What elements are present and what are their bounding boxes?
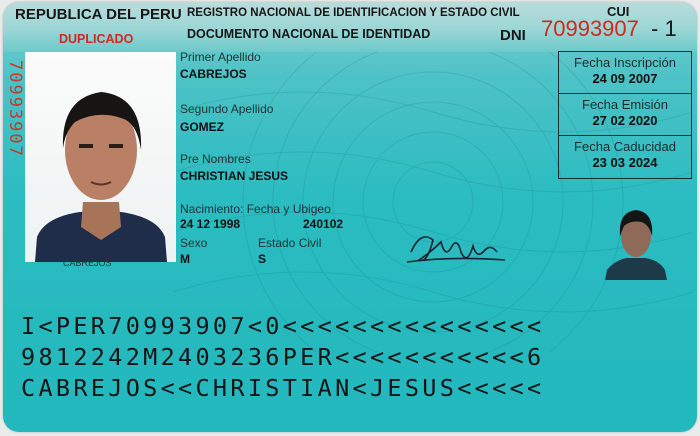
- portrait-illustration: [25, 52, 176, 262]
- country-name: REPUBLICA DEL PERU: [15, 6, 182, 23]
- given-names-label: Pre Nombres: [180, 152, 251, 166]
- second-surname-label: Segundo Apellido: [180, 102, 274, 116]
- duplicate-label: DUPLICADO: [59, 32, 134, 46]
- issue-label: Fecha Emisión: [582, 97, 668, 112]
- ghost-portrait: [603, 198, 669, 280]
- photo-caption: CABREJOS: [63, 258, 112, 268]
- birth-label: Nacimiento: Fecha y Ubigeo: [180, 202, 331, 216]
- expiry-date: 23 03 2024: [592, 155, 658, 170]
- first-surname-label: Primer Apellido: [180, 50, 261, 64]
- second-surname: GOMEZ: [180, 120, 224, 134]
- dni-label: DNI: [500, 27, 526, 44]
- sex-label: Sexo: [180, 236, 208, 250]
- ubigeo: 240102: [303, 217, 344, 231]
- sex-value: M: [180, 252, 190, 266]
- vertical-id-number: 70993907: [5, 60, 25, 158]
- given-names: CHRISTIAN JESUS: [180, 169, 289, 183]
- id-card: [3, 2, 697, 432]
- cui-number: 70993907: [541, 16, 639, 41]
- dates-box: [558, 51, 692, 179]
- expiry-cell: [559, 136, 691, 177]
- cui-label: CUI: [607, 4, 630, 19]
- mrz-line-3: CABREJOS<<CHRISTIAN<JESUS<<<<<: [21, 374, 545, 402]
- expiry-label: Fecha Caducidad: [574, 139, 676, 154]
- civil-status-label: Estado Civil: [258, 236, 322, 250]
- signature: [401, 222, 511, 280]
- mrz-line-1: I<PER70993907<0<<<<<<<<<<<<<<<: [21, 312, 545, 340]
- inscription-cell: [559, 52, 691, 94]
- inscription-date: 24 09 2007: [592, 71, 658, 86]
- cui-check-digit: - 1: [651, 16, 677, 41]
- first-surname: CABREJOS: [180, 67, 247, 81]
- issue-date: 27 02 2020: [592, 113, 658, 128]
- civil-status-value: S: [258, 252, 267, 266]
- issue-cell: [559, 94, 691, 136]
- inscription-label: Fecha Inscripción: [574, 55, 676, 70]
- ghost-photo: [603, 198, 669, 280]
- birth-date: 24 12 1998: [180, 217, 241, 231]
- holder-photo: [25, 52, 176, 262]
- mrz-line-2: 9812242M2403236PER<<<<<<<<<<<6: [21, 343, 545, 371]
- agency-name: REGISTRO NACIONAL DE IDENTIFICACION Y ESTADO CIVIL: [187, 7, 520, 19]
- document-title: DOCUMENTO NACIONAL DE IDENTIDAD: [187, 27, 431, 41]
